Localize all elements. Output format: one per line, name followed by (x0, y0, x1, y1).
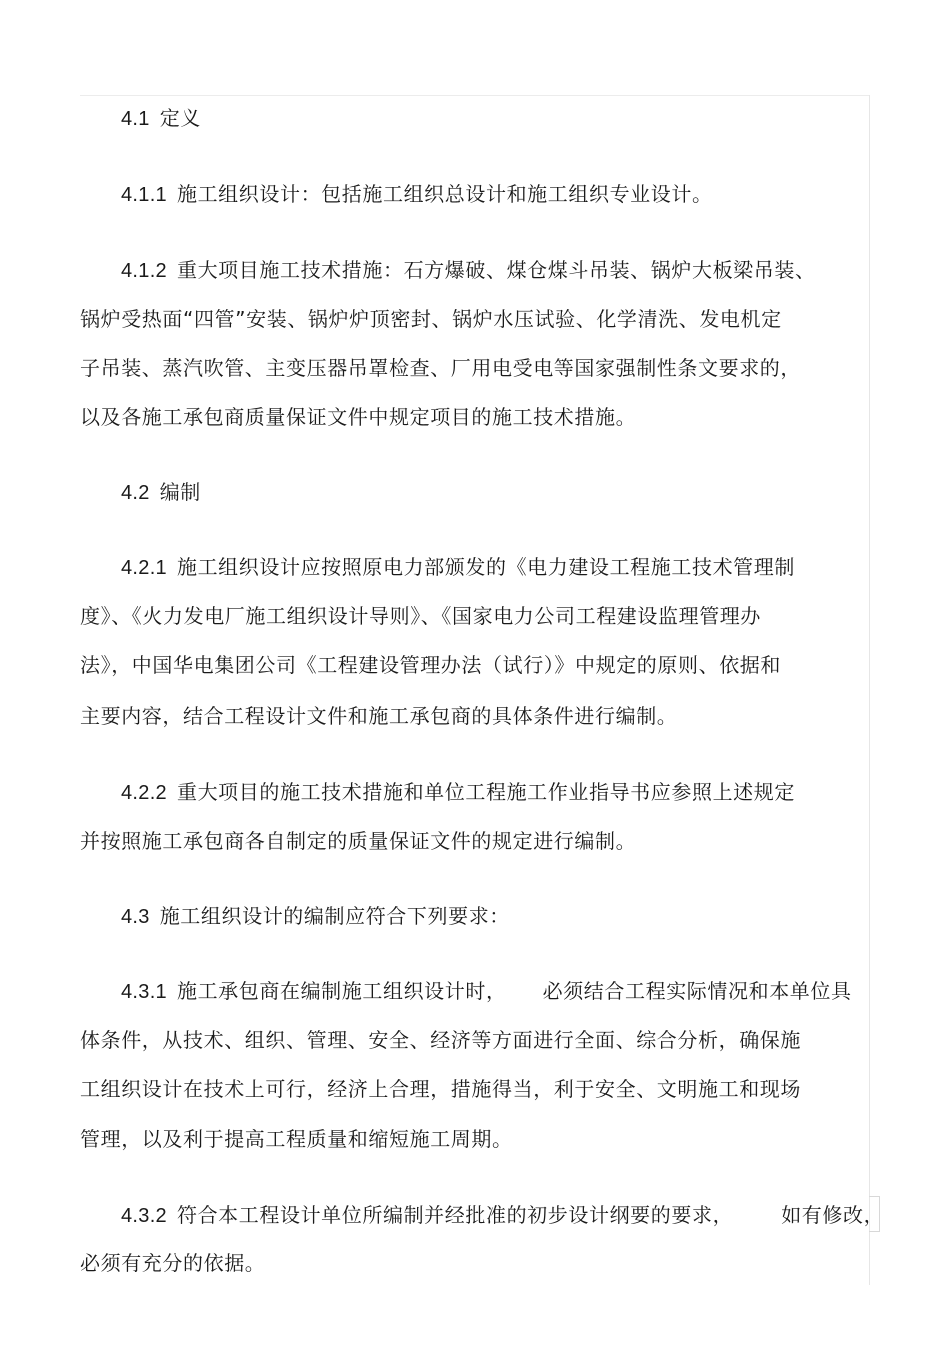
paragraph-4-2-1-line-2: 度》、《火力发电厂施工组织设计导则》、《国家电力公司工程建设监理管理办 (80, 604, 761, 628)
section-number: 4.3.2 (121, 1205, 167, 1227)
section-number: 4.1.2 (121, 260, 167, 282)
paragraph-text: 符合本工程设计单位所编制并经批准的初步设计纲要的要求， (176, 1203, 734, 1227)
paragraph-4-3-2-line-1 (121, 1202, 884, 1229)
page-frame-right (869, 95, 870, 1285)
paragraph-text: 必须结合工程实际情况和本单位具 (542, 979, 852, 1003)
paragraph-4-1-2-line-1 (121, 257, 816, 284)
section-number: 4.1 (121, 108, 150, 130)
paragraph-4-1-2-line-4: 以及各施工承包商质量保证文件中规定项目的施工技术措施。 (80, 405, 637, 429)
section-heading-4-1 (121, 105, 201, 132)
section-number: 4.2 (121, 482, 150, 504)
paragraph-4-2-1-line-1 (121, 554, 795, 581)
section-heading-4-3 (121, 903, 510, 930)
paragraph-4-3-1-line-2: 体条件，从技术、组织、管理、安全、经济等方面进行全面、综合分析，确保施 (80, 1028, 801, 1052)
section-title: 施工组织设计的编制应符合下列要求： (159, 904, 510, 928)
section-number: 4.2.2 (121, 782, 167, 804)
section-number: 4.1.1 (121, 184, 167, 206)
paragraph-text: 施工组织设计：包括施工组织总设计和施工组织专业设计。 (176, 182, 713, 206)
paragraph-4-1-1 (121, 181, 713, 208)
paragraph-4-2-2-line-1 (121, 779, 795, 806)
section-number: 4.2.1 (121, 557, 167, 579)
paragraph-text: 重大项目施工技术措施：石方爆破、煤仓煤斗吊装、锅炉大板梁吊装、 (176, 258, 816, 282)
paragraph-4-1-2-line-3: 子吊装、蒸汽吹管、主变压器吊罩检查、厂用电受电等国家强制性条文要求的， (80, 356, 801, 380)
paragraph-text: 重大项目的施工技术措施和单位工程施工作业指导书应参照上述规定 (176, 780, 795, 804)
paragraph-text: 如有修改， (781, 1203, 885, 1227)
paragraph-4-3-1-line-1 (121, 978, 852, 1005)
section-title: 编制 (159, 480, 201, 504)
page-frame-top (80, 95, 870, 96)
paragraph-4-3-1-line-3: 工组织设计在技术上可行，经济上合理，措施得当，利于安全、文明施工和现场 (80, 1077, 801, 1101)
section-number: 4.3.1 (121, 981, 167, 1003)
paragraph-4-2-1-line-3: 法》，中国华电集团公司《工程建设管理办法（试行）》中规定的原则、依据和 (80, 653, 781, 677)
paragraph-4-1-2-line-2: 锅炉受热面“四管”安装、锅炉炉顶密封、锅炉水压试验、化学清洗、发电机定 (80, 307, 782, 331)
section-number: 4.3 (121, 906, 150, 928)
paragraph-text: 施工承包商在编制施工组织设计时， (176, 979, 507, 1003)
paragraph-text: 施工组织设计应按照原电力部颁发的《电力建设工程施工技术管理制 (176, 555, 795, 579)
paragraph-4-2-1-line-4: 主要内容，结合工程设计文件和施工承包商的具体条件进行编制。 (80, 704, 678, 728)
paragraph-4-2-2-line-2: 并按照施工承包商各自制定的质量保证文件的规定进行编制。 (80, 829, 637, 853)
paragraph-4-3-2-line-2: 必须有充分的依据。 (80, 1251, 266, 1275)
section-heading-4-2 (121, 479, 201, 506)
section-title: 定义 (159, 106, 201, 130)
paragraph-4-3-1-line-4: 管理，以及利于提高工程质量和缩短施工周期。 (80, 1127, 513, 1151)
